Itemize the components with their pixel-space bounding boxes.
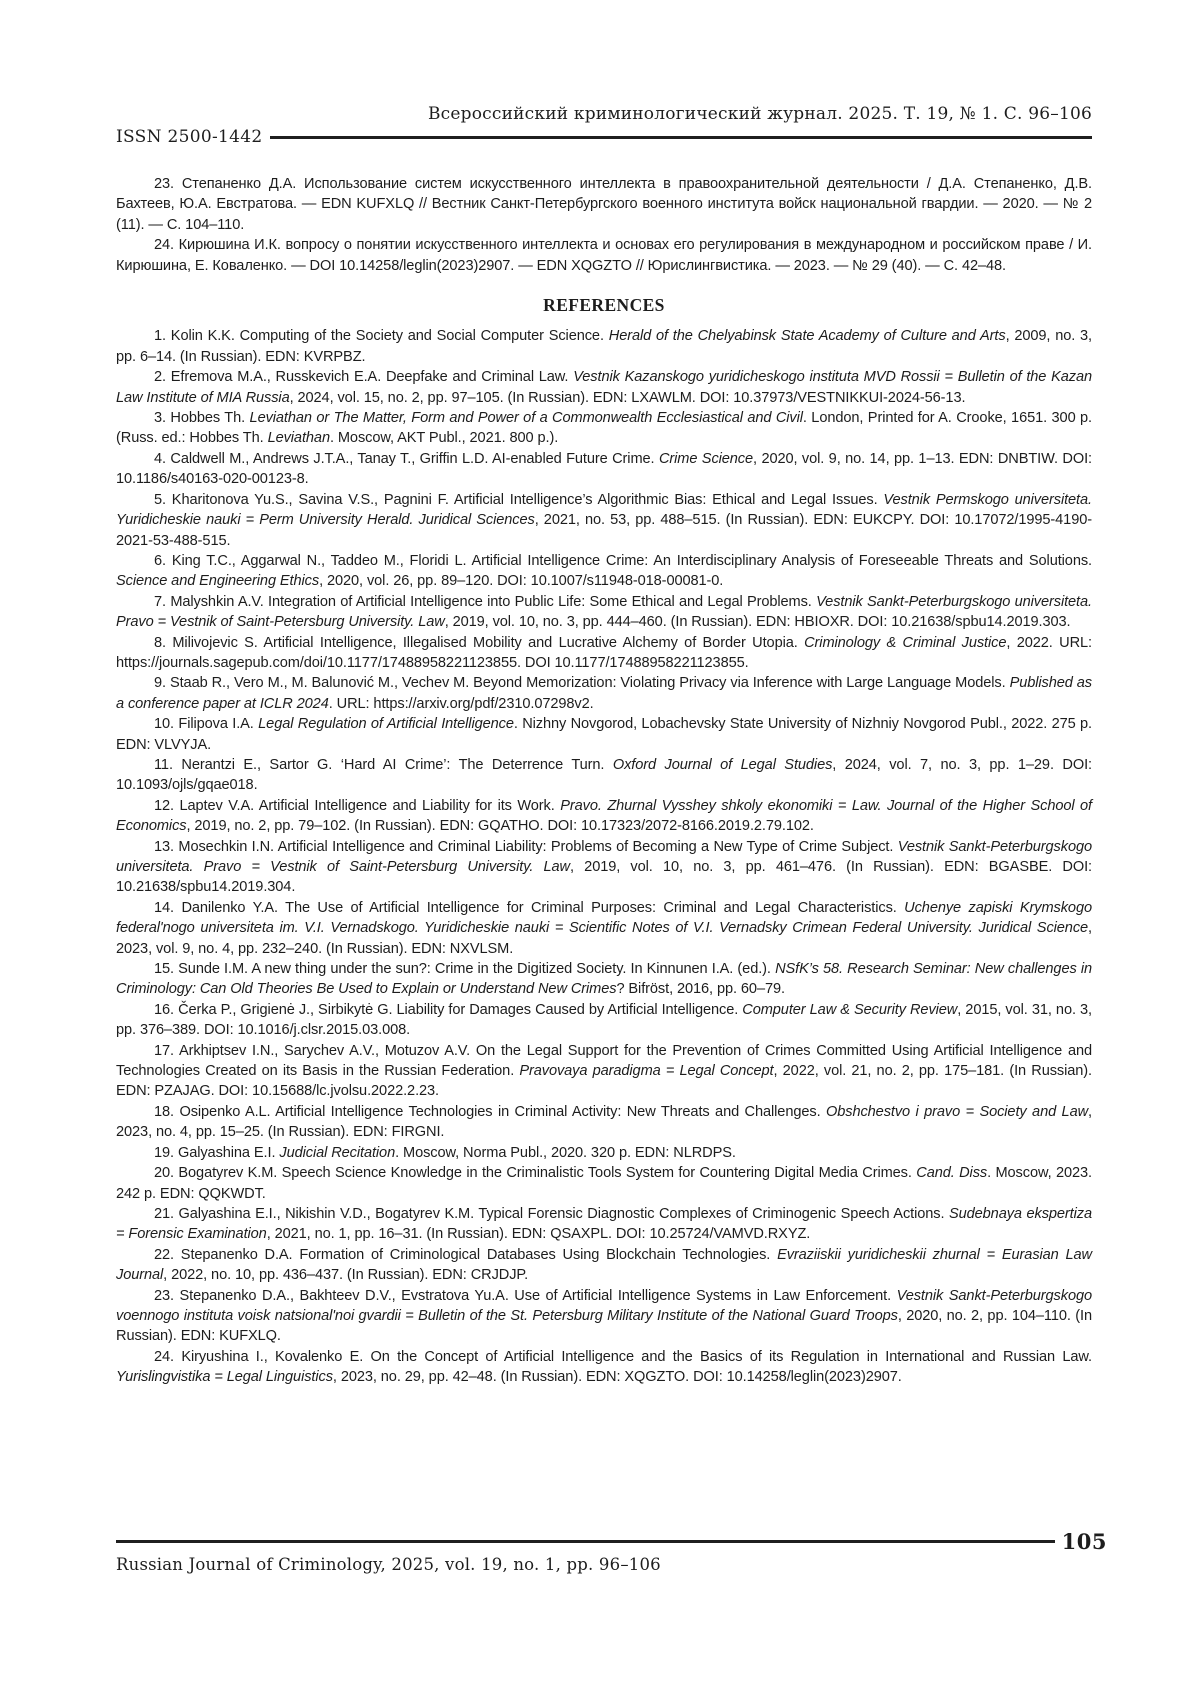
references-content <box>116 174 1092 1388</box>
page-number: 105 <box>1061 1529 1107 1554</box>
reference-item: 3. Hobbes Th. Leviathan or The Matter, Form and Power of a Commonwealth Ecclesiastical and Civil. London, Printed for A. Crooke, 1651. 300 p. (Russ. ed.: Hobbes Th. Leviathan. Moscow, AKT Publ., 2021. 800 p.). <box>116 410 1093 447</box>
russian-reference-item: 23. Степаненко Д.А. Использование систем искусственного интеллекта в правоохранительной деятельности / Д.А. Степаненко, Д.В. Бахтеев, Ю.А. Евстратова. — EDN KUFXLQ // Вестник Санкт-Петербургского военного института войск национальной гвардии. — 2020. — № 2 (11). — С. 104–110. <box>116 176 1092 233</box>
reference-item: 8. Milivojevic S. Artificial Intelligence, Illegalised Mobility and Lucrative Alchemy of Border Utopia. Criminology & Criminal Justice, 2022. URL: https://journals.sagepub.com/doi/10.1177/17488958221123855. DOI 10.1177/17488958221123855. <box>116 634 1092 671</box>
reference-item: 7. Malyshkin A.V. Integration of Artificial Intelligence into Public Life: Some Ethical and Legal Problems. Vestnik Sankt-Peterburgskogo universiteta. Pravo = Vestnik of Saint-Petersburg University. Law, 2019, vol. 10, no. 3, pp. 444–460. (In Russian). EDN: HBIOXR. DOI: 10.21638/spbu14.2019.303. <box>116 593 1092 631</box>
reference-item: 5. Kharitonova Yu.S., Savina V.S., Pagnini F. Artificial Intelligence’s Algorithmic Bias: Ethical and Legal Issues. Vestnik Permskogo universiteta. Yuridicheskie nauki = Perm University Herald. Juridical Sciences, 2021, no. 53, pp. 488–515. (In Russian). EDN: EUKCPY. DOI: 10.17072/1995-4190-2021-53-488-515. <box>116 491 1092 549</box>
reference-item: 13. Mosechkin I.N. Artificial Intelligence and Criminal Liability: Problems of Becoming a New Type of Crime Subject. Vestnik Sankt-Peterburgskogo universiteta. Pravo = Vestnik of Saint-Petersburg University. Law, 2019, vol. 10, no. 3, pp. 461–476. (In Russian). EDN: BGASBE. DOI: 10.21638/spbu14.2019.304. <box>116 838 1093 896</box>
reference-item: 15. Sunde I.M. A new thing under the sun?: Crime in the Digitized Society. In Kinnunen I.A. (ed.). NSfK’s 58. Research Seminar: New challenges in Criminology: Can Old Theories Be Used to Explain or Understand New Crimes? Bifröst, 2016, pp. 60–79. <box>116 961 1093 998</box>
footer-rule-row <box>116 1531 1107 1552</box>
references-list <box>116 326 1092 1387</box>
issn-row <box>116 127 1092 147</box>
reference-item: 23. Stepanenko D.A., Bakhteev D.V., Evstratova Yu.A. Use of Artificial Intelligence Systems in Law Enforcement. Vestnik Sankt-Peterburgskogo voennogo instituta voisk natsional'noi gvardii = Bulletin of the St. Petersburg Military Institute of the National Guard Troops, 2020, no. 2, pp. 104–110. (In Russian). EDN: KUFXLQ. <box>116 1287 1092 1345</box>
issn-label: ISSN 2500-1442 <box>116 127 263 147</box>
reference-item: 20. Bogatyrev K.M. Speech Science Knowledge in the Criminalistic Tools System for Countering Digital Media Crimes. Cand. Diss. Moscow, 2023. 242 p. EDN: QQKWDT. <box>116 1165 1092 1202</box>
page-footer <box>116 1531 1107 1574</box>
references-heading: REFERENCES <box>543 295 665 316</box>
page-header <box>116 104 1092 147</box>
reference-item: 17. Arkhiptsev I.N., Sarychev A.V., Motuzov A.V. On the Legal Support for the Prevention of Crimes Committed Using Artificial Intelligence and Technologies Created on its Basis in the Russian Federation. Pravovaya paradigma = Legal Concept, 2022, vol. 21, no. 2, pp. 175–181. (In Russian). EDN: PZAJAG. DOI: 10.15688/lc.jvolsu.2022.2.23. <box>116 1042 1092 1100</box>
reference-item: 14. Danilenko Y.A. The Use of Artificial Intelligence for Criminal Purposes: Criminal and Legal Characteristics. Uchenye zapiski Krymskogo federal'nogo universiteta im. V.I. Vernadskogo. Yuridicheskie nauki = Scientific Notes of V.I. Vernadsky Crimean Federal University. Juridical Science, 2023, vol. 9, no. 4, pp. 232–240. (In Russian). EDN: NXVLSM. <box>116 899 1092 957</box>
reference-item: 11. Nerantzi E., Sartor G. ‘Hard AI Crime’: The Deterrence Turn. Oxford Journal of Legal Studies, 2024, vol. 7, no. 3, pp. 1–29. DOI: 10.1093/ojls/gqae018. <box>116 756 1092 794</box>
reference-item: 12. Laptev V.A. Artificial Intelligence and Liability for its Work. Pravo. Zhurnal Vysshey shkoly ekonomiki = Law. Journal of the Higher School of Economics, 2019, no. 2, pp. 79–102. (In Russian). EDN: GQATHO. DOI: 10.17323/2072-8166.2019.2.79.102. <box>116 797 1093 835</box>
footer-rule <box>116 1540 1055 1543</box>
reference-item: 6. King T.C., Aggarwal N., Taddeo M., Floridi L. Artificial Intelligence Crime: An Interdisciplinary Analysis of Foreseeable Threats and Solutions. Science and Engineering Ethics, 2020, vol. 26, pp. 89–120. DOI: 10.1007/s11948-018-00081-0. <box>116 552 1092 590</box>
footer-journal-line: Russian Journal of Criminology, 2025, vol. 19, no. 1, pp. 96–106 <box>116 1555 661 1574</box>
reference-item: 10. Filipova I.A. Legal Regulation of Artificial Intelligence. Nizhny Novgorod, Lobachevsky State University of Nizhniy Novgorod Publ., 2022. 275 p. EDN: VLVYJA. <box>116 716 1093 753</box>
running-head-journal-line: Всероссийский криминологический журнал. 2025. Т. 19, № 1. С. 96–106 <box>427 104 1092 124</box>
reference-item: 9. Staab R., Vero M., M. Balunović M., Vechev M. Beyond Memorization: Violating Privacy via Inference with Large Language Models. Published as a conference paper at ICLR 2024. URL: https://arxiv.org/pdf/2310.07298v2. <box>116 675 1093 712</box>
reference-item: 19. Galyashina E.I. Judicial Recitation. Moscow, Norma Publ., 2020. 320 p. EDN: NLRDPS. <box>154 1144 736 1161</box>
reference-item: 21. Galyashina E.I., Nikishin V.D., Bogatyrev K.M. Typical Forensic Diagnostic Complexes of Criminogenic Speech Actions. Sudebnaya ekspertiza = Forensic Examination, 2021, no. 1, pp. 16–31. (In Russian). EDN: QSAXPL. DOI: 10.25724/VAMVD.RXYZ. <box>116 1205 1092 1243</box>
reference-item: 22. Stepanenko D.A. Formation of Criminological Databases Using Blockchain Technologies. Evraziiskii yuridicheskii zhurnal = Eurasian Law Journal, 2022, no. 10, pp. 436–437. (In Russian). EDN: CRJDJP. <box>116 1246 1092 1284</box>
russian-reference-item: 24. Кирюшина И.К. вопросу о понятии искусственного интеллекта и основах его регулирования в международном и российском праве / И. Кирюшина, Е. Коваленко. — DOI 10.14258/leglin(2023)2907. — EDN XQGZTO // Юрислингвистика. — 2023. — № 29 (40). — С. 42–48. <box>116 237 1092 274</box>
reference-item: 1. Kolin K.K. Computing of the Society and Social Computer Science. Herald of the Chelyabinsk State Academy of Culture and Arts, 2009, no. 3, pp. 6–14. (In Russian). EDN: KVRPBZ. <box>116 328 1093 365</box>
russian-references-list <box>116 174 1092 276</box>
reference-item: 4. Caldwell M., Andrews J.T.A., Tanay T., Griffin L.D. AI-enabled Future Crime. Crime Science, 2020, vol. 9, no. 14, pp. 1–13. EDN: DNBTIW. DOI: 10.1186/s40163-020-00123-8. <box>116 450 1092 488</box>
reference-item: 24. Kiryushina I., Kovalenko E. On the Concept of Artificial Intelligence and the Basics of its Regulation in International and Russian Law. Yurislingvistika = Legal Linguistics, 2023, no. 29, pp. 42–48. (In Russian). EDN: XQGZTO. DOI: 10.14258/leglin(2023)2907. <box>116 1348 1092 1386</box>
header-rule <box>270 136 1092 139</box>
reference-item: 18. Osipenko A.L. Artificial Intelligence Technologies in Criminal Activity: New Threats and Challenges. Obshchestvo i pravo = Society and Law, 2023, no. 4, pp. 15–25. (In Russian). EDN: FIRGNI. <box>116 1103 1092 1141</box>
reference-item: 2. Efremova M.A., Russkevich E.A. Deepfake and Criminal Law. Vestnik Kazanskogo yuridicheskogo instituta MVD Rossii = Bulletin of the Kazan Law Institute of MIA Russia, 2024, vol. 15, no. 2, pp. 97–105. (In Russian). EDN: LXAWLM. DOI: 10.37973/VESTNIKKUI-2024-56-13. <box>116 369 1092 406</box>
reference-item: 16. Čerka P., Grigienė J., Sirbikytė G. Liability for Damages Caused by Artificial Intelligence. Computer Law & Security Review, 2015, vol. 31, no. 3, pp. 376–389. DOI: 10.1016/j.clsr.2015.03.008. <box>116 1001 1092 1039</box>
